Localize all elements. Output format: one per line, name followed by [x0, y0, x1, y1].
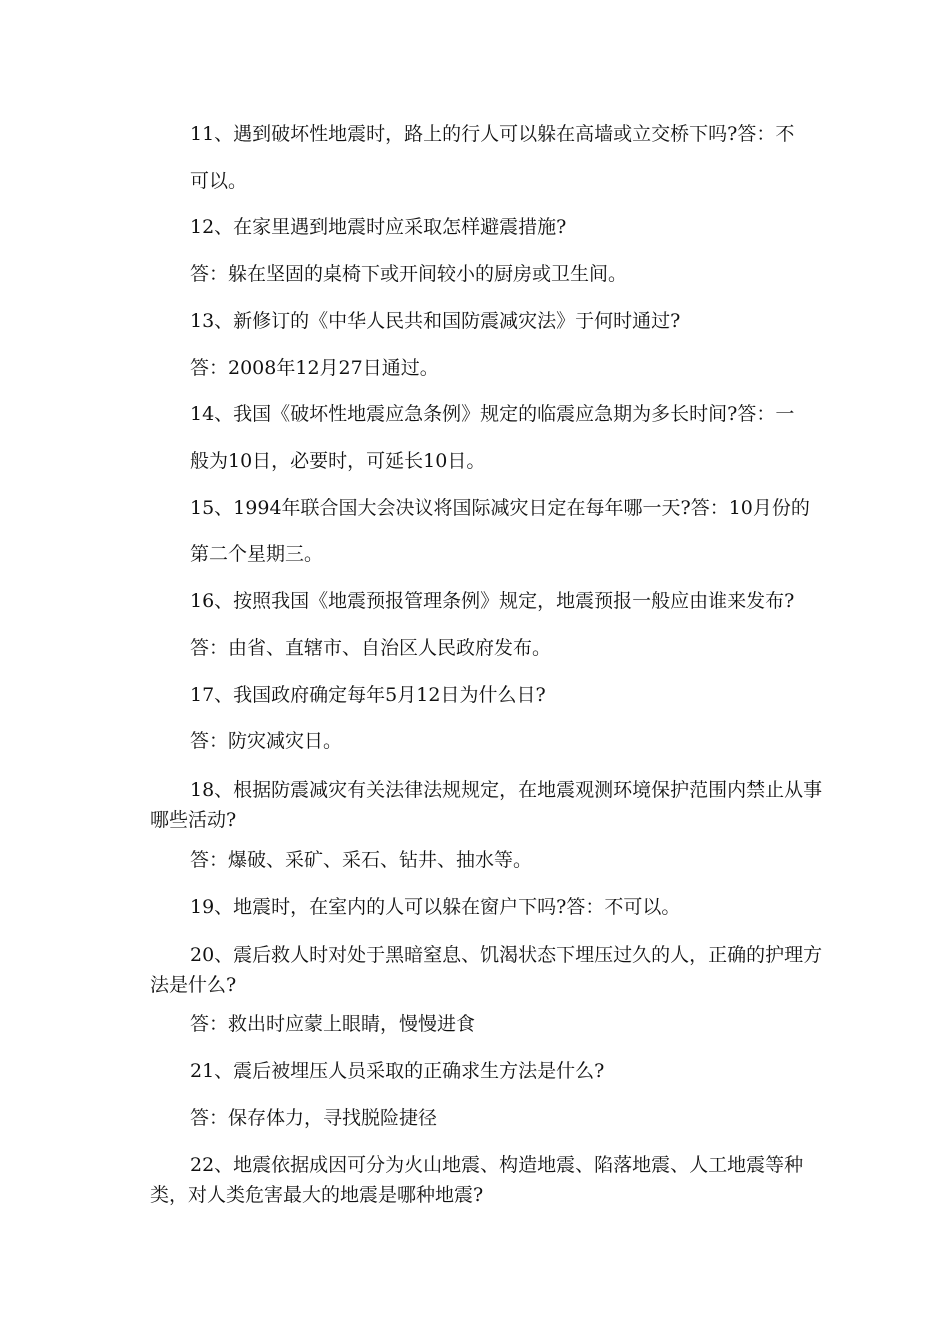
- q14-question-line1: 14、我国《破坏性地震应急条例》规定的临震应急期为多长时间?答：一: [190, 403, 795, 425]
- q13-question: 13、新修订的《中华人民共和国防震减灾法》于何时通过?: [190, 310, 681, 332]
- q20-question: 20、震后救人时对处于黑暗窒息、饥渴状态下埋压过久的人，正确的护理方法是什么?: [150, 944, 823, 996]
- q17-question: 17、我国政府确定每年5月12日为什么日?: [190, 684, 546, 706]
- q20-answer: 答：救出时应蒙上眼睛，慢慢进食: [190, 1013, 476, 1035]
- q18-answer: 答：爆破、采矿、采石、钻井、抽水等。: [190, 849, 533, 871]
- q13-answer: 答：2008年12月27日通过。: [190, 357, 439, 379]
- q11-question-line1: 11、遇到破坏性地震时，路上的行人可以躲在高墙或立交桥下吗?答：不: [190, 123, 795, 145]
- q19-question: 19、地震时，在室内的人可以躲在窗户下吗?答：不可以。: [190, 896, 681, 918]
- q16-answer: 答：由省、直辖市、自治区人民政府发布。: [190, 637, 552, 659]
- q18-question: 18、根据防震减灾有关法律法规规定，在地震观测环境保护范围内禁止从事哪些活动?: [150, 779, 823, 831]
- q12-question: 12、在家里遇到地震时应采取怎样避震措施?: [190, 216, 567, 238]
- q17-answer: 答：防灾减灾日。: [190, 730, 343, 752]
- q16-question: 16、按照我国《地震预报管理条例》规定，地震预报一般应由谁来发布?: [190, 590, 795, 612]
- q15-answer-line2: 第二个星期三。: [190, 543, 324, 565]
- q21-question: 21、震后被埋压人员采取的正确求生方法是什么?: [190, 1060, 605, 1082]
- q11-answer-line2: 可以。: [190, 170, 248, 192]
- q14-answer-line2: 般为10日，必要时，可延长10日。: [190, 450, 486, 472]
- q12-answer: 答：躲在坚固的桌椅下或开间较小的厨房或卫生间。: [190, 263, 628, 285]
- q15-question-line1: 15、1994年联合国大会决议将国际减灾日定在每年哪一天?答：10月份的: [190, 497, 810, 519]
- q22-question: 22、地震依据成因可分为火山地震、构造地震、陷落地震、人工地震等种类，对人类危害最大的地震是哪种地震?: [150, 1154, 804, 1206]
- q21-answer: 答：保存体力，寻找脱险捷径: [190, 1107, 438, 1129]
